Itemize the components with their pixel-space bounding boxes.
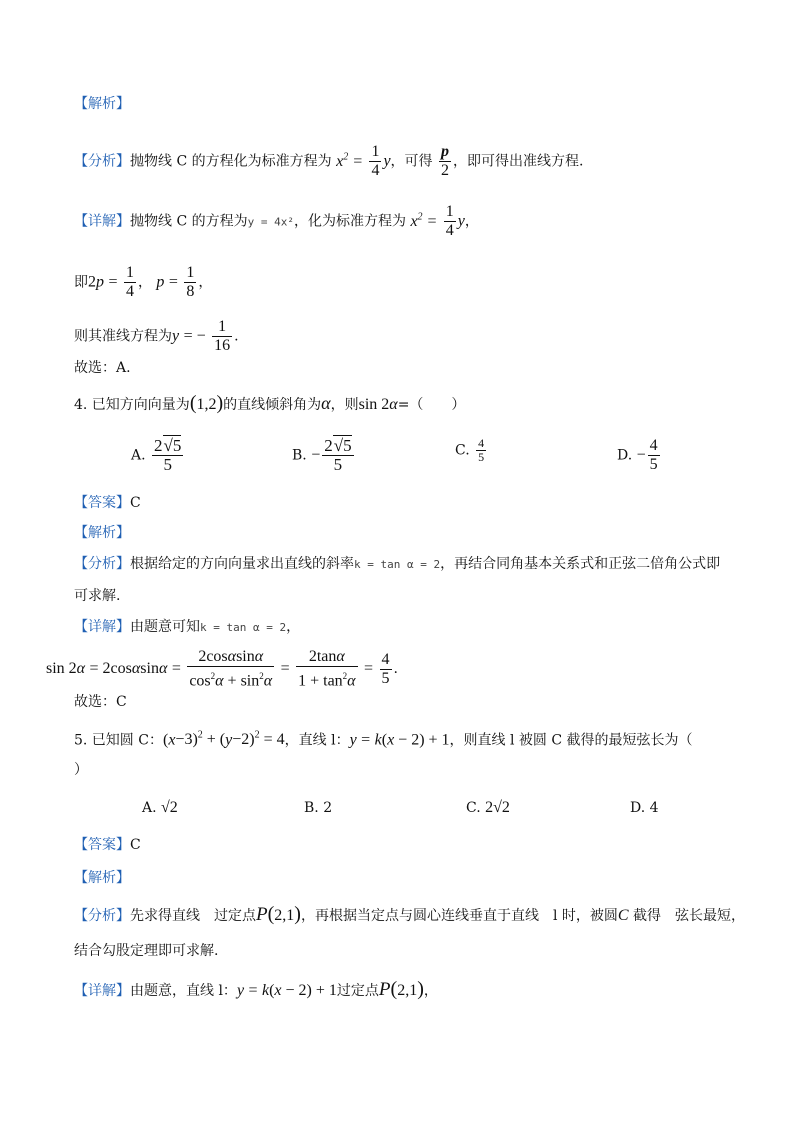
q3-line4-text: 则其准线方程为	[74, 328, 172, 345]
q4-option-d-label: D.	[617, 447, 633, 464]
q3-xiangjie-tag: 【详解】	[74, 213, 130, 230]
q5-option-a-label: A.	[142, 800, 157, 816]
q5-stem-1: 5. 已知圆 C：	[74, 732, 163, 749]
q4-option-c[interactable]	[455, 437, 488, 464]
q5-option-d-value: 4	[649, 800, 659, 816]
q3-fenxi-line: 【分析】抛物线 C 的方程化为标准方程为 $x^2$ = $\frac{1}{4}$ y，可得 $\frac{p}{2}$ ，即可得出准线方程.	[74, 143, 584, 179]
q3-line3-prefix: 即	[74, 274, 88, 291]
q5-fenxi-text-4: 结合勾股定理即可求解.	[74, 943, 219, 959]
q3-line4-end: .	[234, 328, 239, 345]
q3-xiangjie-eq-small: y = 4x²	[247, 215, 294, 229]
q5-fenxi-text-3: 截得 弦长最短，	[633, 908, 746, 924]
q4-fenxi-eq: k = tan α = 2	[354, 558, 441, 571]
q4-stem-3: ，则	[330, 397, 359, 413]
q3-fenxi-frac-quarter: $\frac{1}{4}$	[371, 143, 380, 179]
q5-fenxi-tag: 【分析】	[74, 908, 130, 924]
q4-option-a-label: A.	[131, 447, 146, 464]
q3-fenxi-eq: $x^2$ =	[336, 151, 363, 170]
q3-line3-end: ，	[198, 274, 213, 291]
q4-formula-frac-2: $\frac{2\tan\alpha}{1 + \tan^2\alpha}$	[298, 648, 356, 690]
q4-option-b[interactable]: B. − $\frac{2√5}{5}$	[292, 436, 352, 474]
q3-fenxi-frac-p2: $\frac{p}{2}$	[441, 143, 449, 179]
q5-option-d[interactable]	[630, 798, 659, 818]
q4-option-a-value: $\frac{2√5}{5}$	[154, 436, 182, 474]
q5-xiangjie-text-2: 过定点	[336, 983, 379, 999]
q4-select: 故选：C	[74, 694, 127, 710]
q5-xiangjie-end: ，	[423, 983, 438, 999]
q5-stem-3: ，则直线 l 被圆 C 截得的最短弦长为（	[449, 732, 693, 749]
q5-option-c[interactable]	[466, 798, 510, 818]
q4-stem-1: 4. 已知方向向量为	[74, 397, 190, 413]
q3-line3-frac-quarter: $\frac{1}{4}$	[125, 264, 134, 300]
q3-fenxi-text-2: ，可得	[390, 153, 433, 170]
q5-stem-4: ）	[74, 762, 88, 778]
q4-fenxi-text-1: 根据给定的方向向量求出直线的斜率	[130, 556, 354, 572]
q5-xiangjie-tag: 【详解】	[74, 983, 130, 999]
q3-line4-frac: $\frac{1}{16}$	[214, 318, 231, 354]
q4-stem-4: =（ ）	[397, 397, 466, 413]
q4-formula: sin 2α = 2cosαsinα = $\frac{2\cos\alpha\sin\alpha}{\cos^2\alpha + \sin^2\alpha}$ = $\frac{2\tan\alpha}{1 + \tan^2\alpha}$ = $\frac{4}{5}$ .	[46, 648, 398, 690]
q5-option-b-label: B.	[304, 800, 319, 816]
q3-line3-sep: ，	[137, 274, 152, 291]
q4-fenxi-text-3: 可求解.	[74, 588, 121, 604]
q5-option-c-value: 2√2	[485, 799, 510, 816]
q5-stem: 5. 已知圆 C：$(x-3)^2 + (y-2)^2 = 4$，直线 l：y = k(x − 2) + 1，则直线 l 被圆 C 截得的最短弦长为（	[74, 730, 693, 749]
q5-option-a[interactable]	[142, 798, 178, 818]
q3-xiangjie-text-1: 抛物线 C 的方程为	[130, 213, 248, 230]
q4-fenxi-text-2: ，再结合同角基本关系式和正弦二倍角公式即	[440, 556, 721, 572]
q4-xiangjie-eq: k = tan α = 2	[200, 621, 287, 634]
q3-fenxi-text-1: 抛物线 C 的方程化为标准方程为	[130, 153, 332, 170]
q3-xiangjie-frac-quarter: $\frac{1}{4}$	[445, 203, 454, 239]
q4-option-d[interactable]: D. − $\frac{4}{5}$	[617, 437, 658, 473]
q4-option-b-value: $\frac{2√5}{5}$	[324, 436, 352, 474]
q4-fenxi-tag: 【分析】	[74, 556, 130, 572]
q4-formula-frac-1: $\frac{2\cos\alpha\sin\alpha}{\cos^2\alpha + \sin^2\alpha}$	[189, 648, 273, 690]
q5-option-c-label: C.	[466, 800, 481, 816]
q4-option-d-value: $\frac{4}{5}$	[649, 437, 658, 473]
q5-stem-2: ，直线 l：	[284, 732, 350, 749]
q5-option-d-label: D.	[630, 800, 646, 816]
q5-fenxi-text-1: 先求得直线 过定点	[130, 908, 256, 924]
q3-select: 故选：A.	[74, 360, 131, 376]
q5-xiangjie-line: 【详解】由题意，直线 l：y = k(x − 2) + 1过定点P(2,1)，	[74, 978, 438, 1000]
q4-stem-2: 的直线倾斜角为	[223, 397, 322, 413]
q4-option-b-label: B.	[292, 447, 307, 464]
q4-answer: C	[130, 495, 141, 511]
q4-jiexi-tag: 【解析】	[74, 525, 130, 541]
q4-answer-line	[74, 493, 141, 513]
q4-fenxi-line	[74, 554, 720, 575]
q4-stem: 4. 已知方向向量为(1,2)的直线倾斜角为α，则sin 2α=（ ）	[74, 392, 466, 414]
q3-fenxi-tag: 【分析】	[74, 153, 130, 170]
q5-option-a-value: √2	[161, 799, 178, 816]
q4-answer-tag: 【答案】	[74, 495, 130, 511]
q4-xiangjie-text-1: 由题意可知	[130, 619, 200, 635]
q4-xiangjie-end: ，	[286, 619, 301, 635]
q5-option-b-value: 2	[323, 800, 333, 816]
q3-xiangjie-text-2: ，化为标准方程为	[293, 213, 406, 230]
q5-fenxi-line: 【分析】先求得直线 过定点P(2,1)，再根据当定点与圆心连线垂直于直线 l 时，被圆C 截得 弦长最短，	[74, 903, 746, 925]
q4-formula-frac-3: $\frac{4}{5}$	[381, 650, 390, 687]
q3-line4: 则其准线方程为y = − $\frac{1}{16}$ .	[74, 318, 239, 354]
q5-fenxi-text-2: ，再根据当定点与圆心连线垂直于直线 l 时，被圆	[300, 908, 618, 924]
q4-option-c-value: $\frac{4}{5}$	[478, 436, 485, 464]
q3-xiangjie-line: 【详解】抛物线 C 的方程为y = 4x²，化为标准方程为 $x^2$ = $\frac{1}{4}$ y，	[74, 203, 479, 239]
q3-line3: 即2p = $\frac{1}{4}$ ， p = $\frac{1}{8}$ ，	[74, 264, 213, 300]
q5-option-b[interactable]	[304, 798, 332, 818]
q5-answer: C	[130, 837, 141, 853]
q3-xiangjie-text-3: ，	[464, 213, 479, 230]
q4-xiangjie-tag: 【详解】	[74, 619, 130, 635]
q3-jiexi-tag: 【解析】	[74, 96, 130, 112]
q4-option-a[interactable]	[131, 437, 185, 474]
q5-answer-line	[74, 835, 141, 855]
q5-answer-tag: 【答案】	[74, 837, 130, 853]
q3-fenxi-text-3: ，即可得出准线方程.	[453, 153, 584, 170]
q5-xiangjie-text-1: 由题意，直线 l：	[130, 983, 237, 999]
q4-xiangjie-line	[74, 617, 300, 638]
q5-jiexi-tag: 【解析】	[74, 870, 130, 886]
q4-option-c-label: C.	[455, 442, 470, 459]
q3-line3-frac-eighth: $\frac{1}{8}$	[186, 264, 195, 300]
